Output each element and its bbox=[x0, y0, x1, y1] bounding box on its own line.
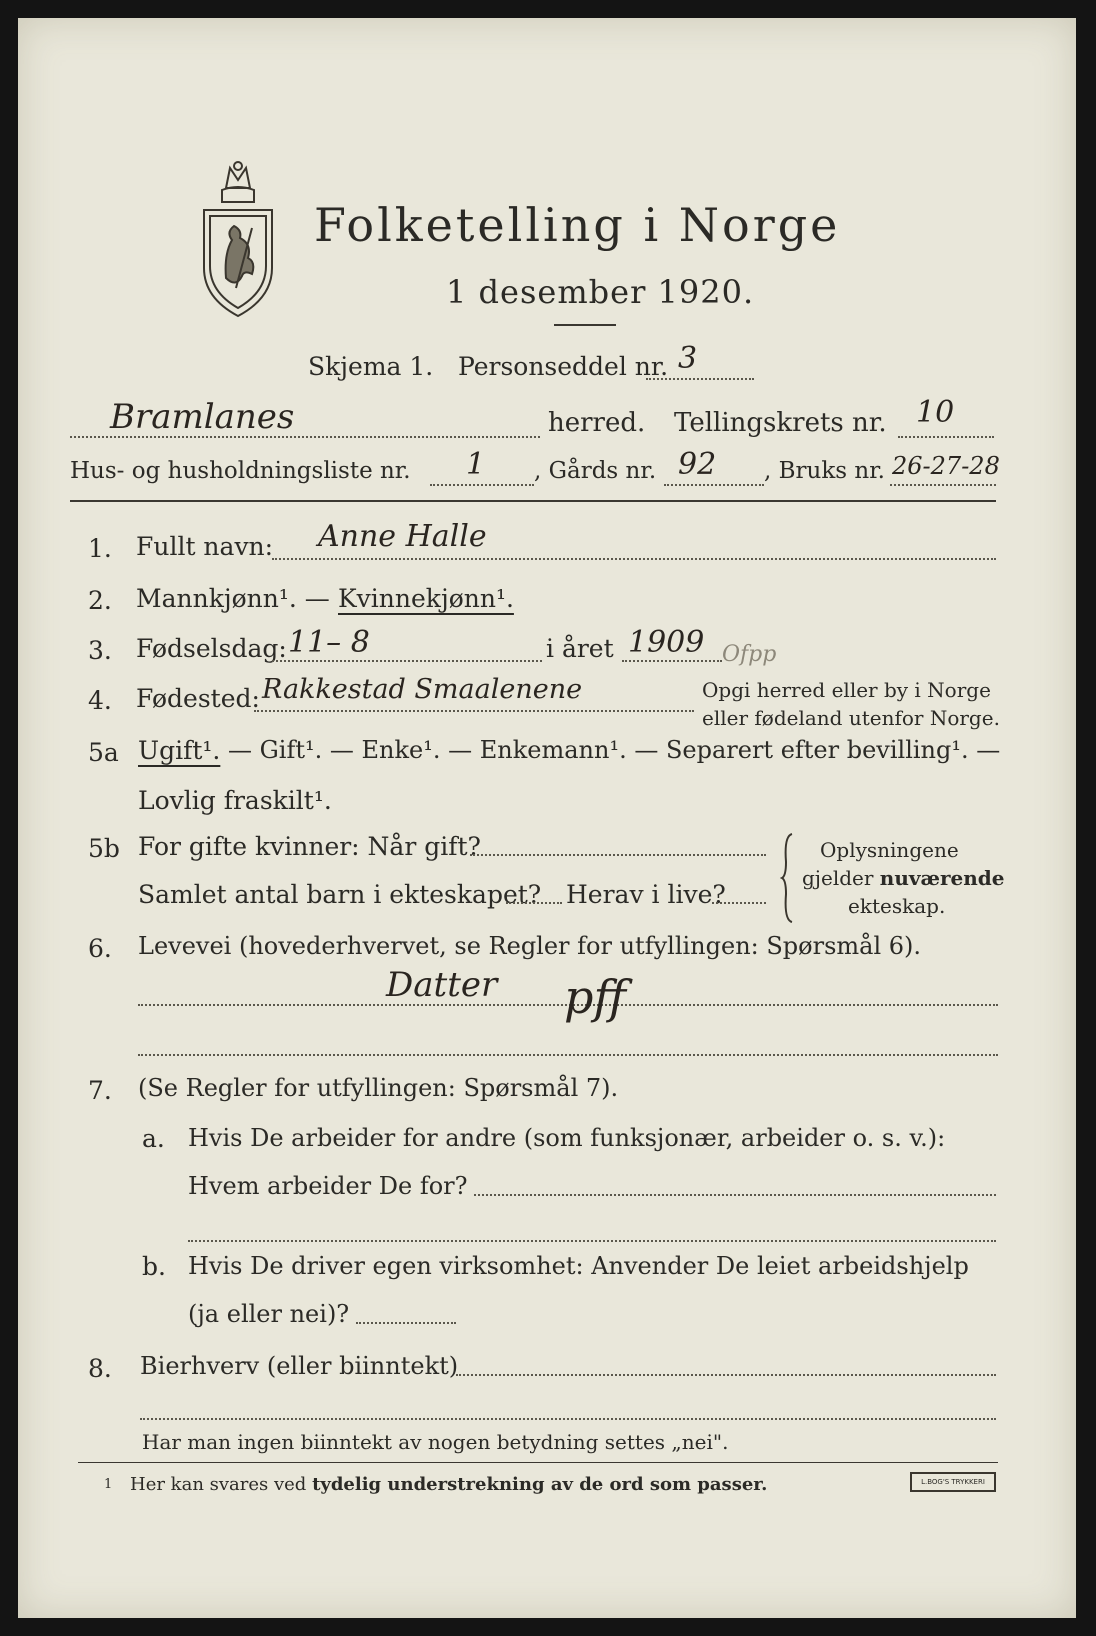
q6-note: pff bbox=[564, 970, 627, 1024]
q5b-note-2b-bold: nuværende bbox=[879, 866, 1005, 890]
q4-label: Fødested: bbox=[136, 684, 260, 713]
q8-number: 8. bbox=[88, 1354, 112, 1383]
q7a-line2: Hvem arbeider De for? bbox=[188, 1172, 468, 1200]
footnote-text bbox=[130, 1476, 767, 1494]
tellingskrets-value: 10 bbox=[916, 395, 955, 430]
form-title: Folketelling i Norge bbox=[314, 198, 841, 252]
q6-label: Levevei (hovederhvervet, se Regler for utfyllingen: Spørsmål 6). bbox=[138, 932, 922, 960]
q5b-note-3: ekteskap. bbox=[848, 894, 946, 918]
q6-line-2 bbox=[138, 1054, 998, 1056]
q5a-line2: Lovlig fraskilt¹. bbox=[138, 786, 332, 815]
footer-note: Har man ingen biinntekt av nogen betydning settes „nei". bbox=[142, 1430, 729, 1454]
tellingskrets-line bbox=[898, 436, 994, 438]
hus-line bbox=[430, 484, 534, 486]
tellingskrets-label: Tellingskrets nr. bbox=[674, 408, 887, 438]
census-form bbox=[18, 18, 1076, 1618]
q5b-line2a: Samlet antal barn i ekteskapet? bbox=[138, 880, 542, 909]
q5b-line2b: Herav i live? bbox=[566, 880, 726, 909]
personseddel-value: 3 bbox=[678, 341, 698, 376]
q5a-options: — Gift¹. — Enke¹. — Enkemann¹. — Separert efter bevilling¹. — bbox=[228, 736, 1001, 764]
q5b-brace-icon bbox=[780, 832, 796, 924]
header-rule bbox=[70, 500, 996, 502]
q2-male: Mannkjønn¹. — bbox=[136, 584, 330, 613]
q5b-number: 5b bbox=[88, 834, 120, 863]
q4-line bbox=[254, 710, 694, 712]
footnote-text-bold: tydelig understrekning av de ord som passer. bbox=[312, 1474, 768, 1495]
bruks-label: , Bruks nr. bbox=[764, 458, 885, 484]
q8-field-2 bbox=[140, 1418, 996, 1420]
q7a-field-1 bbox=[474, 1194, 996, 1196]
q3-note: Ofpp bbox=[722, 642, 777, 667]
q5a-ugift-underlined: Ugift¹. bbox=[138, 736, 221, 765]
q5b-line1: For gifte kvinner: Når gift? bbox=[138, 832, 481, 861]
q8-label: Bierhverv (eller biinntekt) bbox=[140, 1352, 459, 1380]
q7a-letter: a. bbox=[142, 1124, 165, 1153]
gards-label: , Gårds nr. bbox=[534, 458, 657, 484]
q1-number: 1. bbox=[88, 534, 112, 563]
q3-line bbox=[272, 660, 542, 662]
q7b-field bbox=[356, 1322, 456, 1324]
q3-year-line bbox=[622, 660, 722, 662]
q2-female-underlined: Kvinnekjønn¹. bbox=[338, 584, 514, 613]
census-date: 1 desember 1920. bbox=[446, 273, 755, 311]
q1-line bbox=[272, 558, 996, 560]
q7a-field-2 bbox=[188, 1240, 996, 1242]
bruks-value: 26-27-28 bbox=[892, 452, 1000, 480]
q7a-line1: Hvis De arbeider for andre (som funksjonær, arbeider o. s. v.): bbox=[188, 1124, 946, 1152]
personseddel-line bbox=[646, 378, 754, 380]
bruks-line bbox=[890, 484, 996, 486]
q7-number: 7. bbox=[88, 1076, 112, 1105]
q5b-line2a-field bbox=[506, 902, 562, 904]
herred-label: herred. bbox=[548, 408, 646, 438]
q3-year-value: 1909 bbox=[628, 625, 705, 660]
herred-value: Bramlanes bbox=[110, 397, 295, 437]
footnote-text-plain: Her kan svares ved bbox=[130, 1474, 313, 1495]
q3-value: 11– 8 bbox=[288, 625, 370, 660]
footnote-mark: 1 bbox=[104, 1477, 113, 1492]
q5b-note-1: Oplysningene bbox=[820, 838, 959, 862]
q7-label: (Se Regler for utfyllingen: Spørsmål 7). bbox=[138, 1074, 619, 1102]
q7b-letter: b. bbox=[142, 1252, 166, 1281]
q4-number: 4. bbox=[88, 686, 112, 715]
q5b-note-2a: gjelder bbox=[802, 866, 880, 890]
personseddel-label: Personseddel nr. bbox=[458, 352, 669, 381]
q7b-line2: (ja eller nei)? bbox=[188, 1300, 350, 1328]
q5a-number: 5a bbox=[88, 738, 119, 767]
q8-field-1 bbox=[456, 1374, 996, 1376]
q2-number: 2. bbox=[88, 586, 112, 615]
q5b-note-2 bbox=[802, 868, 1005, 888]
q3-label: Fødselsdag: bbox=[136, 634, 287, 663]
gards-line bbox=[664, 484, 764, 486]
title-divider bbox=[554, 324, 616, 326]
q1-label: Fullt navn: bbox=[136, 532, 274, 561]
norway-coat-of-arms-icon bbox=[196, 158, 280, 318]
q4-value: Rakkestad Smaalenene bbox=[262, 674, 583, 705]
footer-rule bbox=[78, 1462, 998, 1463]
printer-stamp: L.BOG'S TRYKKERI bbox=[910, 1472, 996, 1492]
q3-number: 3. bbox=[88, 636, 112, 665]
hus-label: Hus- og husholdningsliste nr. bbox=[70, 458, 411, 484]
gards-value: 92 bbox=[678, 447, 717, 482]
q7b-line1: Hvis De driver egen virksomhet: Anvender De leiet arbeidshjelp bbox=[188, 1252, 969, 1280]
q3-year-label: i året bbox=[546, 634, 614, 663]
q6-value: Datter bbox=[386, 965, 498, 1005]
q6-number: 6. bbox=[88, 934, 112, 963]
q5b-line2b-field bbox=[712, 902, 766, 904]
q5b-line1-field bbox=[470, 854, 766, 856]
q1-value: Anne Halle bbox=[318, 519, 487, 554]
hus-value: 1 bbox=[466, 447, 486, 482]
skjema-label: Skjema 1. bbox=[308, 352, 434, 381]
q4-hint-1: Opgi herred eller by i Norge bbox=[702, 678, 991, 702]
q4-hint-2: eller fødeland utenfor Norge. bbox=[702, 706, 1000, 730]
